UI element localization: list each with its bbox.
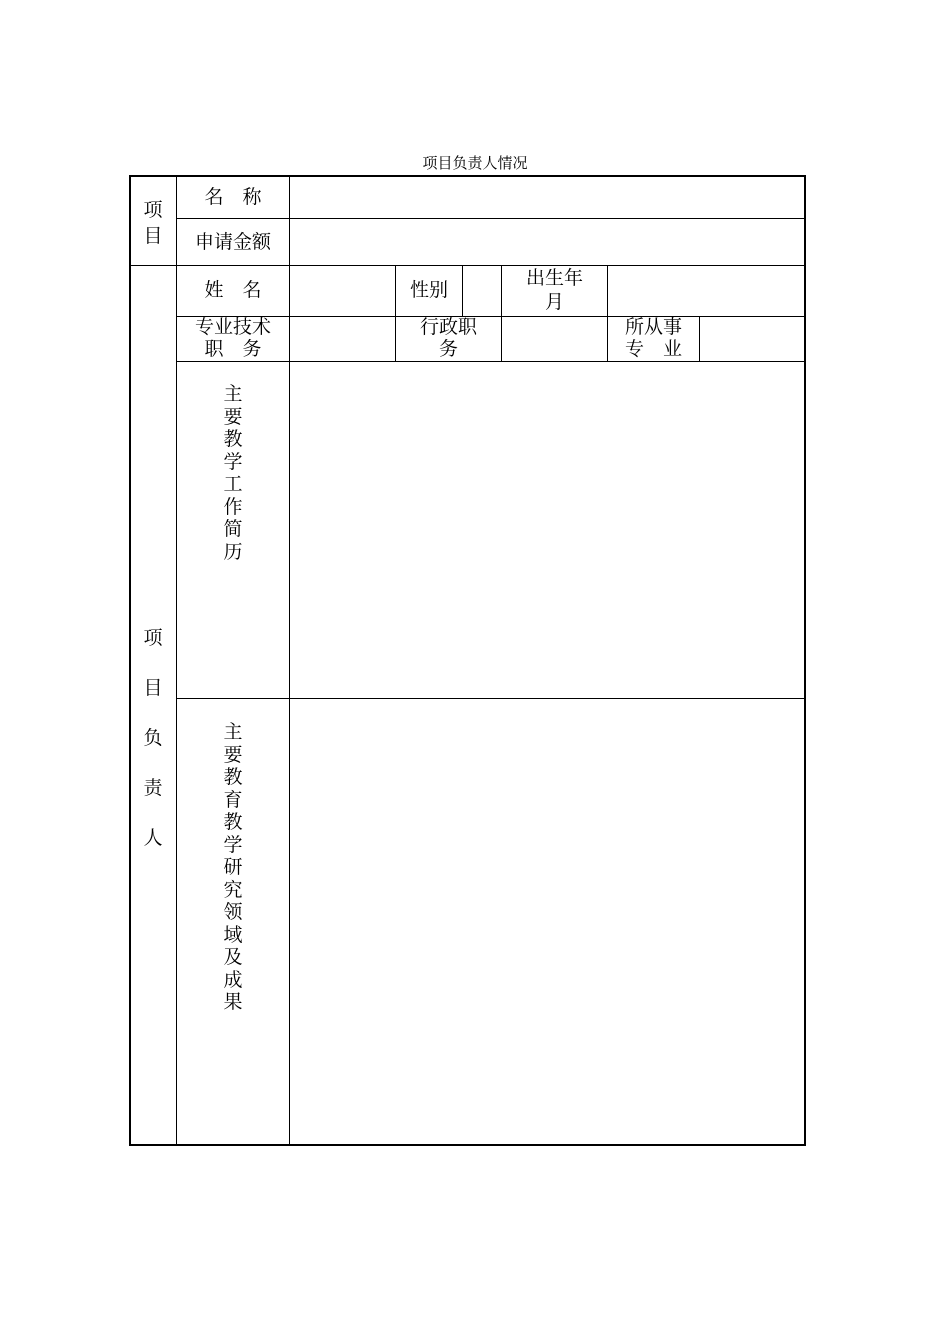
title-field[interactable]: [290, 317, 395, 361]
resume-label: 主要教学工作简历: [223, 383, 243, 563]
admin-label-line-2: 务: [438, 338, 458, 360]
major-label-line-2: 专 业: [624, 338, 682, 360]
title-label-line-2: 职 务: [204, 338, 262, 360]
leader-info-form: [129, 175, 806, 1146]
major-field[interactable]: [700, 317, 806, 361]
gender-label: 性别: [409, 279, 448, 301]
project-section-label: 项目: [143, 199, 163, 247]
admin-label-line-1: 行政职: [419, 316, 477, 338]
birth-label-line-1: 出生年: [525, 267, 583, 289]
major-label-line-1: 所从事: [624, 316, 682, 338]
leader-name-field[interactable]: [290, 266, 395, 316]
resume-field[interactable]: [290, 362, 806, 698]
page-title: 项目负责人情况: [422, 154, 528, 172]
research-field[interactable]: [290, 699, 806, 1146]
birth-label-line-2: 月: [544, 291, 564, 313]
project-amount-field[interactable]: [290, 219, 806, 265]
project-name-label: 名 称: [204, 186, 262, 208]
birth-field[interactable]: [608, 266, 806, 316]
admin-field[interactable]: [502, 317, 607, 361]
title-label-line-1: 专业技术: [194, 316, 271, 338]
project-amount-label: 申请金额: [194, 231, 271, 253]
gender-field[interactable]: [463, 266, 501, 316]
leader-section-label: 项目负责人: [143, 627, 163, 849]
leader-name-label: 姓 名: [204, 279, 262, 301]
research-label: 主要教育教学研究领域及成果: [223, 721, 243, 1013]
project-name-field[interactable]: [290, 177, 806, 218]
